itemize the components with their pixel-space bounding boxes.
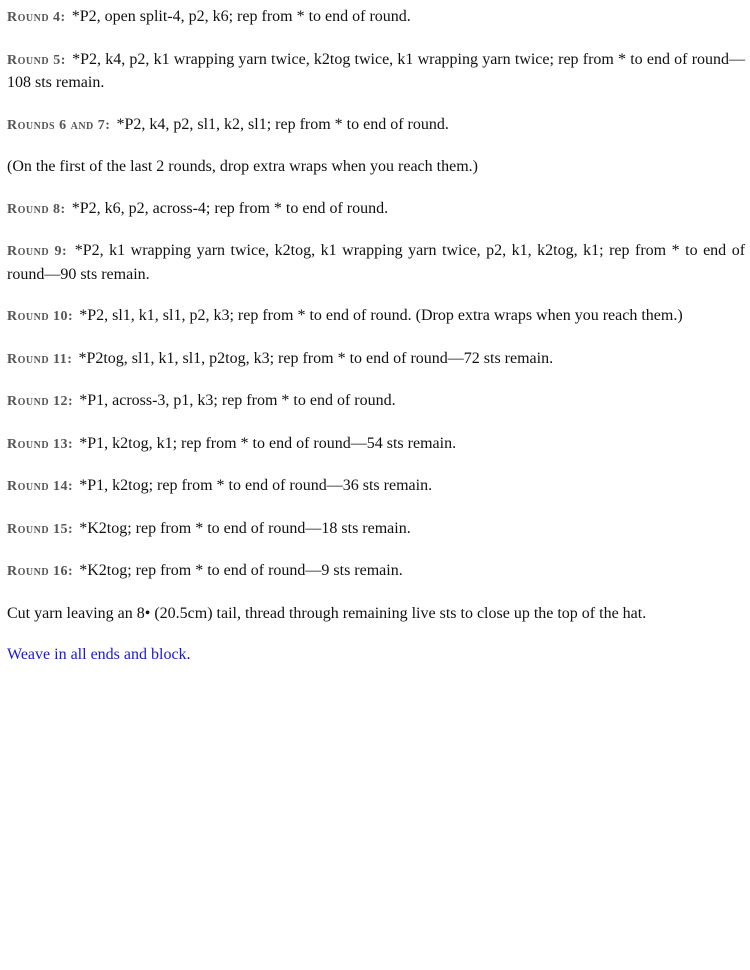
round-8-instruction <box>7 198 745 222</box>
round-label: Round 16: <box>7 564 74 579</box>
round-label: Round 4: <box>7 10 66 25</box>
round-label: Round 9: <box>7 244 68 259</box>
round-text: *K2tog; rep from * to end of round—9 sts remain. <box>79 562 403 579</box>
weave-instruction <box>7 644 745 667</box>
round-text: *K2tog; rep from * to end of round—18 sts remain. <box>79 519 411 537</box>
round-text: *P2, sl1, k1, sl1, p2, k3; rep from * to end of round. (Drop extra wraps when you reach them.) <box>79 307 683 324</box>
cut-yarn-instruction <box>7 603 745 626</box>
cut-yarn-text: Cut yarn leaving an 8• (20.5cm) tail, thread through remaining live sts to close up the top of the hat. <box>7 604 647 622</box>
round-13-instruction <box>7 433 745 457</box>
round-text: *P1, k2tog; rep from * to end of round—36 sts remain. <box>79 477 433 494</box>
round-text: *P2, k4, p2, sl1, k2, sl1; rep from * to end of round. <box>116 115 449 133</box>
weave-period: . <box>186 646 191 663</box>
round-label: Rounds 6 and 7: <box>7 117 111 133</box>
round-text: *P2tog, sl1, k1, sl1, p2tog, k3; rep from * to end of round—72 sts remain. <box>78 349 554 367</box>
round-10-instruction <box>7 305 745 329</box>
round-text: *P1, k2tog, k1; rep from * to end of round—54 sts remain. <box>79 434 457 452</box>
round-label: Round 5: <box>7 52 66 68</box>
round-label: Round 10: <box>7 309 74 324</box>
weave-in-ends-link[interactable]: Weave in all ends and block <box>7 646 187 663</box>
round-label: Round 14: <box>7 479 74 494</box>
round-text: *P1, across-3, p1, k3; rep from * to end of round. <box>79 392 396 409</box>
round-text: *P2, k6, p2, across-4; rep from * to end of round. <box>71 199 389 217</box>
round-label: Round 8: <box>7 201 66 217</box>
round-11-instruction <box>7 348 745 372</box>
round-16-instruction <box>7 560 745 584</box>
rounds-6-7-instruction <box>7 114 745 138</box>
round-12-instruction <box>7 390 745 414</box>
pattern-page <box>7 6 745 686</box>
round-label: Round 12: <box>7 394 74 409</box>
round-5-instruction <box>7 49 745 95</box>
note-text: (On the first of the last 2 rounds, drop extra wraps when you reach them.) <box>7 158 478 175</box>
round-label: Round 13: <box>7 436 74 452</box>
round-14-instruction <box>7 475 745 499</box>
round-text: *P2, k4, p2, k1 wrapping yarn twice, k2tog twice, k1 wrapping yarn twice; rep from * to end of round—108 sts remain. <box>7 50 746 91</box>
round-9-instruction <box>7 240 745 286</box>
round-label: Round 11: <box>7 351 73 367</box>
drop-wraps-note <box>7 156 745 179</box>
round-15-instruction <box>7 518 745 542</box>
round-label: Round 15: <box>7 521 74 537</box>
round-text: *P2, open split-4, p2, k6; rep from * to end of round. <box>71 8 411 25</box>
round-4-instruction <box>7 6 745 30</box>
round-text: *P2, k1 wrapping yarn twice, k2tog, k1 wrapping yarn twice, p2, k1, k2tog, k1; rep from * to end of round—90 sts remain. <box>7 242 746 283</box>
